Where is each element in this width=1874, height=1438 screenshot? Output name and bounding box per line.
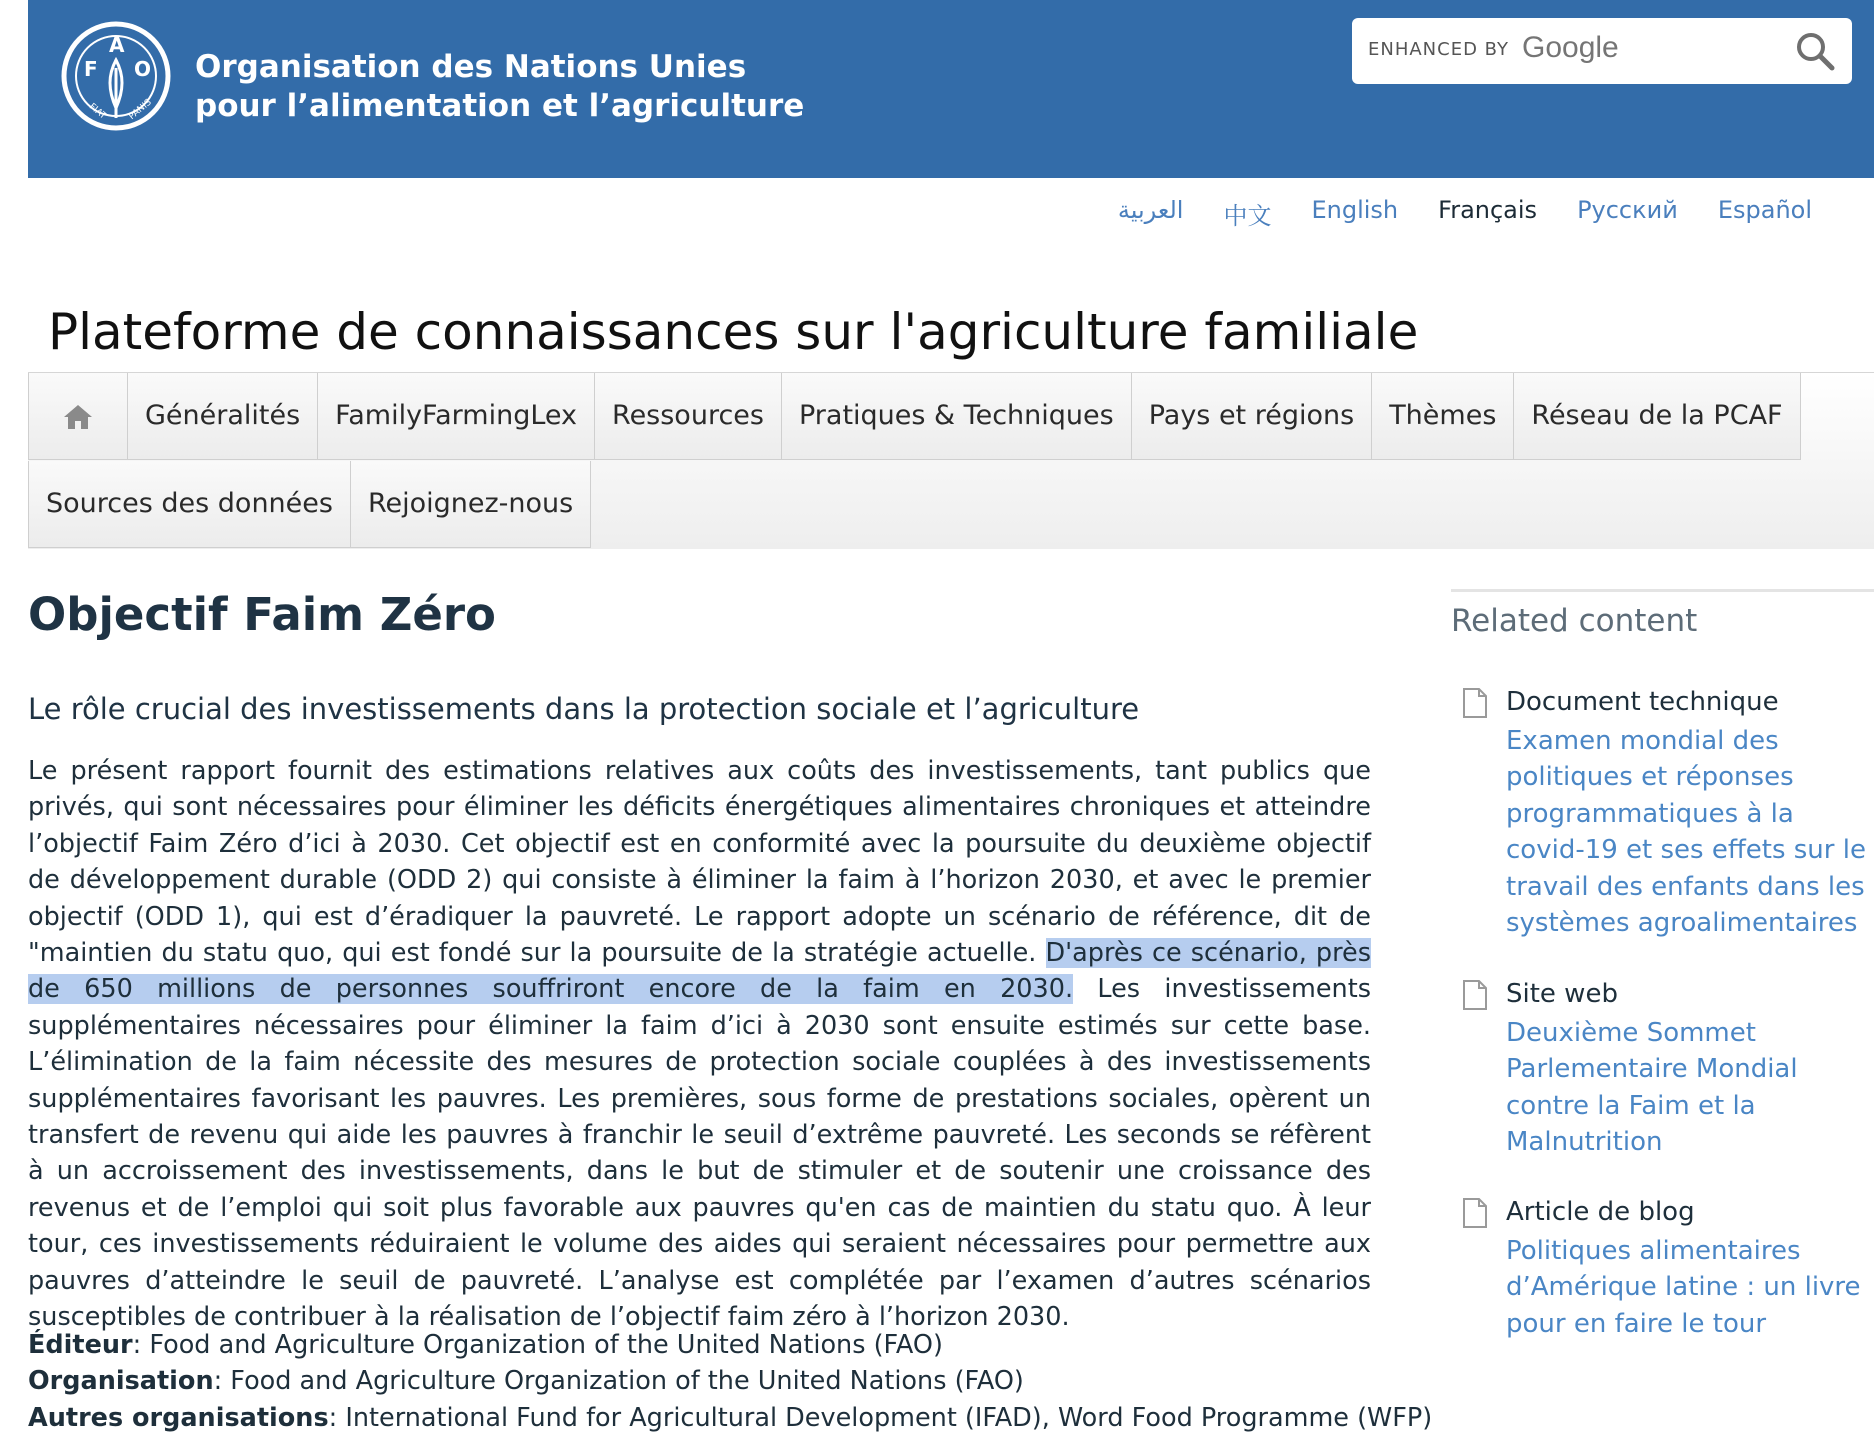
page-title: Objectif Faim Zéro [28,588,496,641]
related-item-link[interactable]: Politiques alimentaires d’Amérique latine : un livre pour en faire le tour [1506,1236,1861,1339]
related-item-link[interactable]: Examen mondial des politiques et réponses programmatiques à la covid-19 et ses effets sur le travail des enfants dans les systèmes agroalimentaires [1506,726,1866,939]
nav-reseau-pcaf[interactable]: Réseau de la PCAF [1514,373,1800,460]
meta-label: Organisation [28,1366,214,1397]
main-navigation [28,372,1874,549]
nav-themes[interactable]: Thèmes [1372,373,1514,460]
language-switcher [1078,196,1812,231]
svg-text:A: A [109,33,125,57]
related-item-type: Document technique [1506,687,1779,717]
svg-text:F: F [84,57,98,81]
body-text [28,753,1371,1336]
svg-text:O: O [134,57,152,81]
meta-value: : International Fund for Agricultural Development (IFAD), Word Food Programme (WFP) [328,1402,1433,1433]
home-icon [62,402,94,432]
related-item-type: Site web [1506,979,1618,1009]
search-icon[interactable] [1792,28,1840,74]
org-name[interactable] [195,48,804,126]
nav-pays-regions[interactable]: Pays et régions [1132,373,1372,460]
document-icon [1461,687,1489,719]
nav-sources-donnees[interactable]: Sources des données [28,461,351,548]
org-name-line1: Organisation des Nations Unies [195,49,747,85]
body-text-rest: Les investissements supplémentaires nécessaires pour éliminer la faim d’ici à 2030 sont ensuite estimés sur cette base. L’élimination de la faim nécessite des mesures de protection sociale couplées à des investissements supplémentaires favorisant les pauvres. Les premières, sous forme de prestations sociales, opèrent un transfert de revenu qui aide les pauvres à franchir le seuil d’extrême pauvreté. Les seconds se réfèrent à un accroissement des investissements, dans le but de stimuler et de soutenir une croissance des revenus et de l’emploi qui soit plus favorable aux pauvres qu'en cas de maintien du statu quo. À leur tour, ces investissements réduiraient le volume des aides qui seraient nécessaires pour permettre aux pauvres d’atteindre le seuil de pauvreté. L’analyse est complétée par l’examen d’autres scénarios susceptibles de contribuer à la réalisation de l’objectif faim zéro à l’horizon 2030. [28,974,1371,1333]
sidebar-title: Related content [1451,603,1698,639]
meta-label: Autres organisations [28,1402,329,1433]
fao-logo[interactable] [60,20,172,132]
org-name-line2: pour l’alimentation et l’agriculture [195,88,805,124]
lang-arabic[interactable]: العربية [1117,196,1184,224]
nav-generalites[interactable]: Généralités [128,373,318,460]
body-text-intro: Le présent rapport fournit des estimations relatives aux coûts des investissements, tant publics que privés, qui sont nécessaires pour éliminer les déficits énergétiques alimentaires chroniques et atteindre l’objectif Faim Zéro d’ici à 2030. Cet objectif est en conformité avec la poursuite du deuxième objectif de développement durable (ODD 2) qui consiste à éliminer la faim à l’horizon 2030, et avec le premier objectif (ODD 1), qui est d’éradiquer la pauvreté. Le rapport adopte un scénario de référence, dit de "maintien du statu quo, qui est fondé sur la poursuite de la stratégie actuelle. [28,756,1371,969]
page-subtitle: Le rôle crucial des investissements dans la protection sociale et l’agriculture [28,692,1140,726]
site-header [28,0,1874,178]
search-google-label: Google [1522,31,1619,64]
related-item-link[interactable]: Deuxième Sommet Parlementaire Mondial contre la Faim et la Malnutrition [1506,1018,1798,1158]
lang-chinese[interactable]: 中文 [1223,202,1272,230]
meta-organisation [28,1363,1432,1399]
search-input[interactable] [1352,18,1852,84]
svg-text:FIAT: FIAT [86,101,108,122]
lang-russian[interactable]: Русский [1577,196,1678,224]
nav-home[interactable] [28,373,128,460]
search-enhanced-label: ENHANCED BY [1368,39,1510,60]
document-icon [1461,979,1489,1011]
meta-value: : Food and Agriculture Organization of the United Nations (FAO) [213,1366,1024,1397]
site-title[interactable]: Plateforme de connaissances sur l'agriculture familiale [48,303,1419,361]
lang-english[interactable]: English [1311,196,1399,224]
related-content-sidebar [1451,589,1874,1339]
nav-familyfarminglex[interactable]: FamilyFarmingLex [318,373,595,460]
nav-pratiques-techniques[interactable]: Pratiques & Techniques [782,373,1132,460]
publication-meta [28,1327,1432,1436]
nav-row-1 [28,373,1801,460]
nav-ressources[interactable]: Ressources [595,373,782,460]
meta-editeur [28,1327,1432,1363]
related-item-type: Article de blog [1506,1197,1695,1227]
meta-label: Éditeur [28,1330,133,1360]
lang-spanish[interactable]: Español [1717,196,1812,224]
lang-french[interactable]: Français [1438,196,1538,224]
document-icon [1461,1197,1489,1229]
svg-text:PANIS: PANIS [127,97,154,123]
nav-row-2 [28,461,591,548]
meta-autres-organisations [28,1400,1432,1436]
body-text-highlight: D'après ce scénario, près de 650 millions de personnes souffriront encore de la faim en 2030. [28,938,1371,1005]
nav-rejoignez-nous[interactable]: Rejoignez-nous [351,461,591,548]
meta-value: : Food and Agriculture Organization of the United Nations (FAO) [132,1330,943,1360]
